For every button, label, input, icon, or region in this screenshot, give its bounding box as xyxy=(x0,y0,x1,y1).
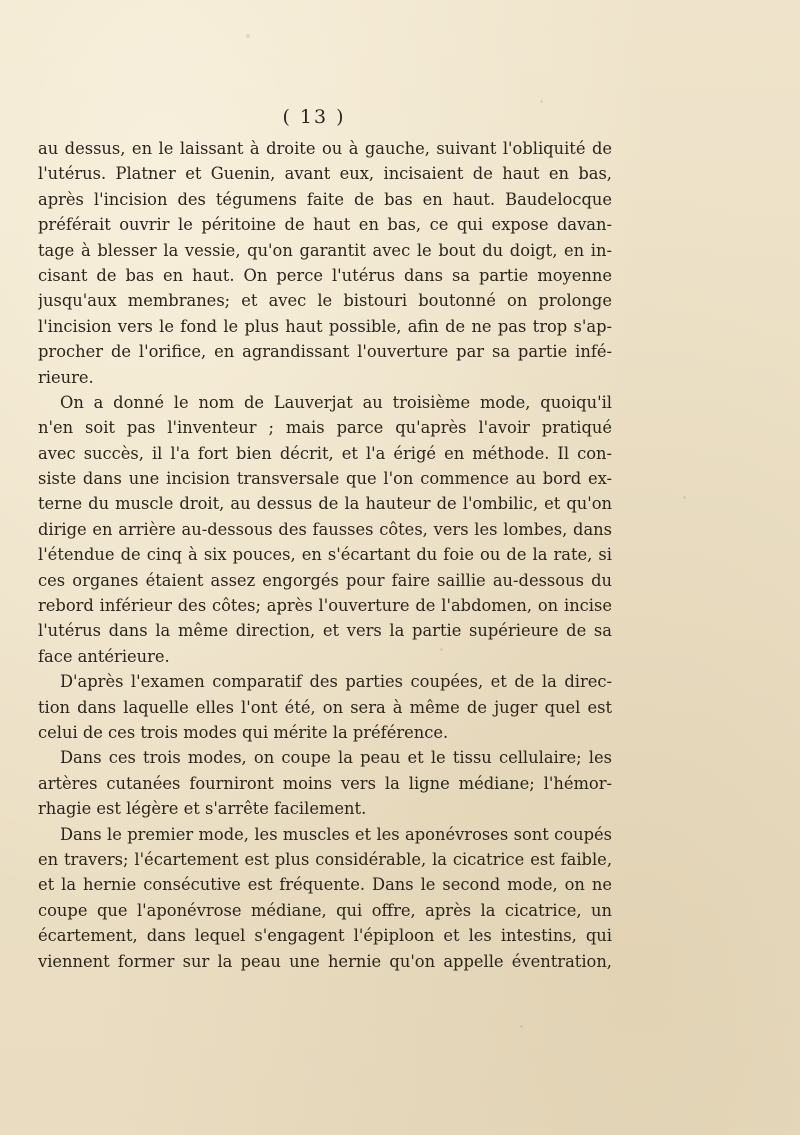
text-line: n'en soit pas l'inventeur ; mais parce qu'après l'avoir pratiqué xyxy=(38,418,612,438)
text-line: et la hernie consécutive est fréquente. Dans le second mode, on ne xyxy=(38,875,612,895)
page-number: ( 13 ) xyxy=(282,106,346,128)
text-line: siste dans une incision transversale que l'on commence au bord ex- xyxy=(38,469,612,489)
text-line: viennent former sur la peau une hernie qu'on appelle éventration, xyxy=(38,951,612,971)
paper-spot xyxy=(246,34,250,38)
text-line: rebord inférieur des côtes; après l'ouverture de l'abdomen, on incise xyxy=(38,596,612,616)
text-line: dirige en arrière au-dessous des fausses côtes, vers les lombes, dans xyxy=(38,519,612,539)
text-line: cisant de bas en haut. On perce l'utérus dans sa partie moyenne xyxy=(38,265,612,285)
text-line: écartement, dans lequel s'engagent l'épiploon et les intestins, qui xyxy=(38,926,612,946)
text-line: Dans ces trois modes, on coupe la peau et le tissu cellulaire; les xyxy=(60,748,612,768)
text-line: tage à blesser la vessie, qu'on garantit avec le bout du doigt, en in- xyxy=(38,240,612,260)
text-line: l'utérus. Platner et Guenin, avant eux, incisaient de haut en bas, xyxy=(38,164,612,184)
text-line: artères cutanées fourniront moins vers la ligne médiane; l'hémor- xyxy=(38,773,612,793)
text-line: D'après l'examen comparatif des parties coupées, et de la direc- xyxy=(60,672,612,692)
text-line: coupe que l'aponévrose médiane, qui offre, après la cicatrice, un xyxy=(38,900,612,920)
text-line: rhagie est légère et s'arrête facilement. xyxy=(38,799,367,819)
text-line: Dans le premier mode, les muscles et les aponévroses sont coupés xyxy=(60,824,612,844)
text-line: l'étendue de cinq à six pouces, en s'écartant du foie ou de la rate, si xyxy=(38,545,612,565)
text-line: On a donné le nom de Lauverjat au troisième mode, quoiqu'il xyxy=(60,392,612,412)
text-line: avec succès, il l'a fort bien décrit, et l'a érigé en méthode. Il con- xyxy=(38,443,612,463)
text-line: tion dans laquelle elles l'ont été, on sera à même de juger quel est xyxy=(38,697,612,717)
text-line: terne du muscle droit, au dessus de la hauteur de l'ombilic, et qu'on xyxy=(38,494,612,514)
text-line: en travers; l'écartement est plus considérable, la cicatrice est faible, xyxy=(38,849,612,869)
text-line: rieure. xyxy=(38,367,94,387)
text-line: jusqu'aux membranes; et avec le bistouri boutonné on prolonge xyxy=(38,291,612,311)
paper-spot xyxy=(520,1025,523,1028)
text-line: l'utérus dans la même direction, et vers la partie supérieure de sa xyxy=(38,621,612,641)
text-line: préférait ouvrir le péritoine de haut en bas, ce qui expose davan- xyxy=(38,215,612,235)
text-line: l'incision vers le fond le plus haut possible, afin de ne pas trop s'ap- xyxy=(38,316,612,336)
text-line: procher de l'orifice, en agrandissant l'ouverture par sa partie infé- xyxy=(38,342,612,362)
body-text xyxy=(38,136,612,974)
text-line: face antérieure. xyxy=(38,646,170,666)
paper-spot xyxy=(683,496,686,499)
text-line: celui de ces trois modes qui mérite la préférence. xyxy=(38,722,449,742)
text-line: après l'incision des tégumens faite de bas en haut. Baudelocque xyxy=(38,189,612,209)
text-line: ces organes étaient assez engorgés pour faire saillie au-dessous du xyxy=(38,570,612,590)
paper-spot xyxy=(540,100,543,103)
text-line: au dessus, en le laissant à droite ou à gauche, suivant l'obliquité de xyxy=(38,139,612,158)
